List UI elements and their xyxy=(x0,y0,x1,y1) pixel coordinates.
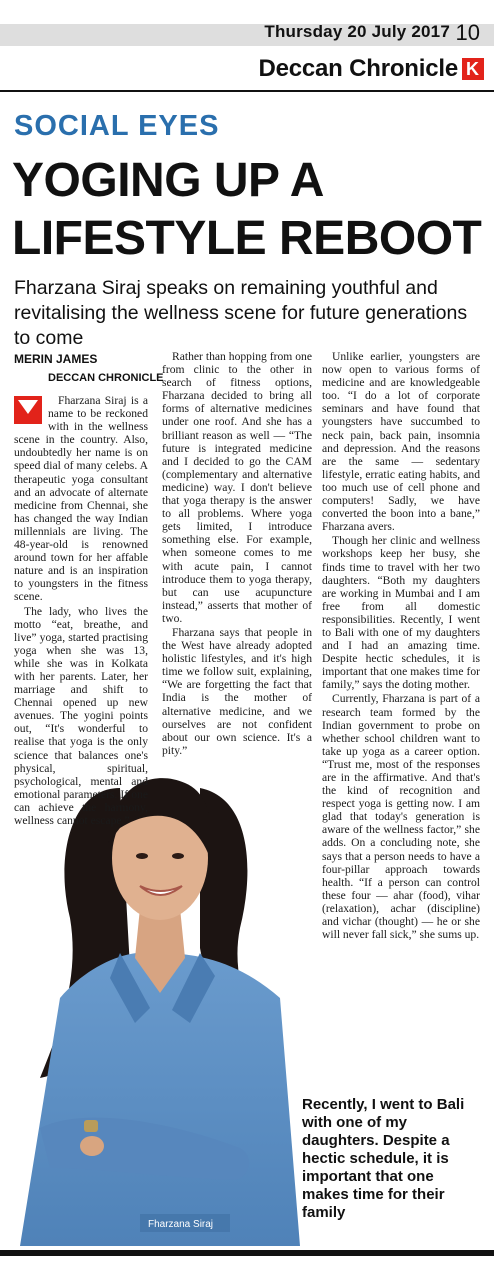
pull-quote: Recently, I went to Bali with one of my daughters. Despite a hectic schedule, it is important that one makes time for their family xyxy=(302,1096,465,1221)
paragraph: Unlike earlier, youngsters are now open to various forms of medicine and are knowledgeable too. “I do a lot of corporate seminars and have found that youngsters have succumbed to neck pain, back pain, insomnia and depression. And the reasons are the same — sedentary lifestyle, erratic eating habits, and too much use of cell phone and computers! Sadly, we have converted the boon into a bane,” Fharzana avers. xyxy=(322,350,480,534)
deck: Fharzana Siraj speaks on remaining youthful and revitalising the wellness scene for future generations to come xyxy=(14,277,468,349)
column-2 xyxy=(162,350,312,758)
byline: MERIN JAMES xyxy=(14,352,98,366)
paragraph: Currently, Fharzana is part of a research team formed by the Indian government to probe on whether school children want to take up yoga as a career option. “Trust me, most of the responses are in the affirmative. And that's the kind of recognition and respect yoga is getting now. I am glad that today's generation is aware of the wellness factor,” she adds. On a concluding note, she says that a person needs to have a four-pillar approach towards health. “If a person can control these four — ahar (food), vihar (relaxation), achar (discipline) and vichar (thought) — he or she will never fall sick,” she sums up. xyxy=(322,692,480,942)
paragraph: The lady, who lives the motto “eat, breathe, and live” yoga, started practising yoga when she was 13, while she was in Kolkata with her parents. Later, her marriage and shift to Chennai opened up new avenues. The yogini points out, “It's wonderful to realise that yoga is the only science that balances one's physical, spiritual, psychological, mental and emotional parameters. If one can achieve the harmony, wellness cannot escape.” xyxy=(14,604,148,827)
brand-logo-icon xyxy=(462,58,484,80)
headline: YOGING UP A LIFESTYLE REBOOT xyxy=(12,154,482,265)
column-1 xyxy=(14,394,148,828)
source-credit: DECCAN CHRONICLE xyxy=(48,372,164,384)
paragraph: Though her clinic and wellness workshops keep her busy, she finds time to travel with her two daughters. “Both my daughters are working in Mumbai and I am free from all domestic responsibilities. Recently, I went to Bali with one of my daughters and I had an amazing time. Despite hectic schedules, it is important that one makes time for family,” says the doting mother. xyxy=(322,534,480,692)
bottom-rule xyxy=(0,1250,494,1256)
masthead-rule xyxy=(0,90,494,92)
section-kicker: SOCIAL EYES xyxy=(14,110,220,142)
brand-name: Deccan Chronicle xyxy=(258,55,458,82)
column-3 xyxy=(322,350,480,942)
dc-chevron-icon xyxy=(14,396,42,424)
logo-letter: K xyxy=(466,59,479,79)
issue-date: Thursday 20 July 2017 xyxy=(264,22,450,41)
photo-caption: Fharzana Siraj xyxy=(148,1219,214,1230)
paragraph: Fharzana says that people in the West have already adopted holistic lifestyles, and it's high time we follow suit, explaining, “We are forgetting the fact that India is the mother of alternative medicine, and we ourselves are not confident about our own science. It's a pity.” xyxy=(162,625,312,757)
page-number: 10 xyxy=(455,20,480,45)
paragraph: Fharzana Siraj is a name to be reckoned with in the wellness scene in the country. Also, undoubtedly her name is on speed dial of many celebs. A therapeutic yoga consultant and an advocate of alternate medicine from Chennai, she has changed the way Indian millennials are living. The 48-year-old is renowned around town for her affable nature and is an inspiration to youngsters in the fitness scene. xyxy=(14,394,148,604)
paragraph: Rather than hopping from one from clinic to the other in search of fitness options, Fharzana decided to bring all forms of alternative medicines under one roof. And she has a brilliant reason as well — “The future is integrated medicine and I decided to go the CAM (complementary and alternative medicine) way. I don't believe that yoga therapy is the answer to all problems. Where yoga gets limited, I introduce something else. For example, when someone comes to me with acute pain, I cannot introduce them to yoga therapy, but can use acupuncture instead,” asserts that mother of two. xyxy=(162,350,312,625)
